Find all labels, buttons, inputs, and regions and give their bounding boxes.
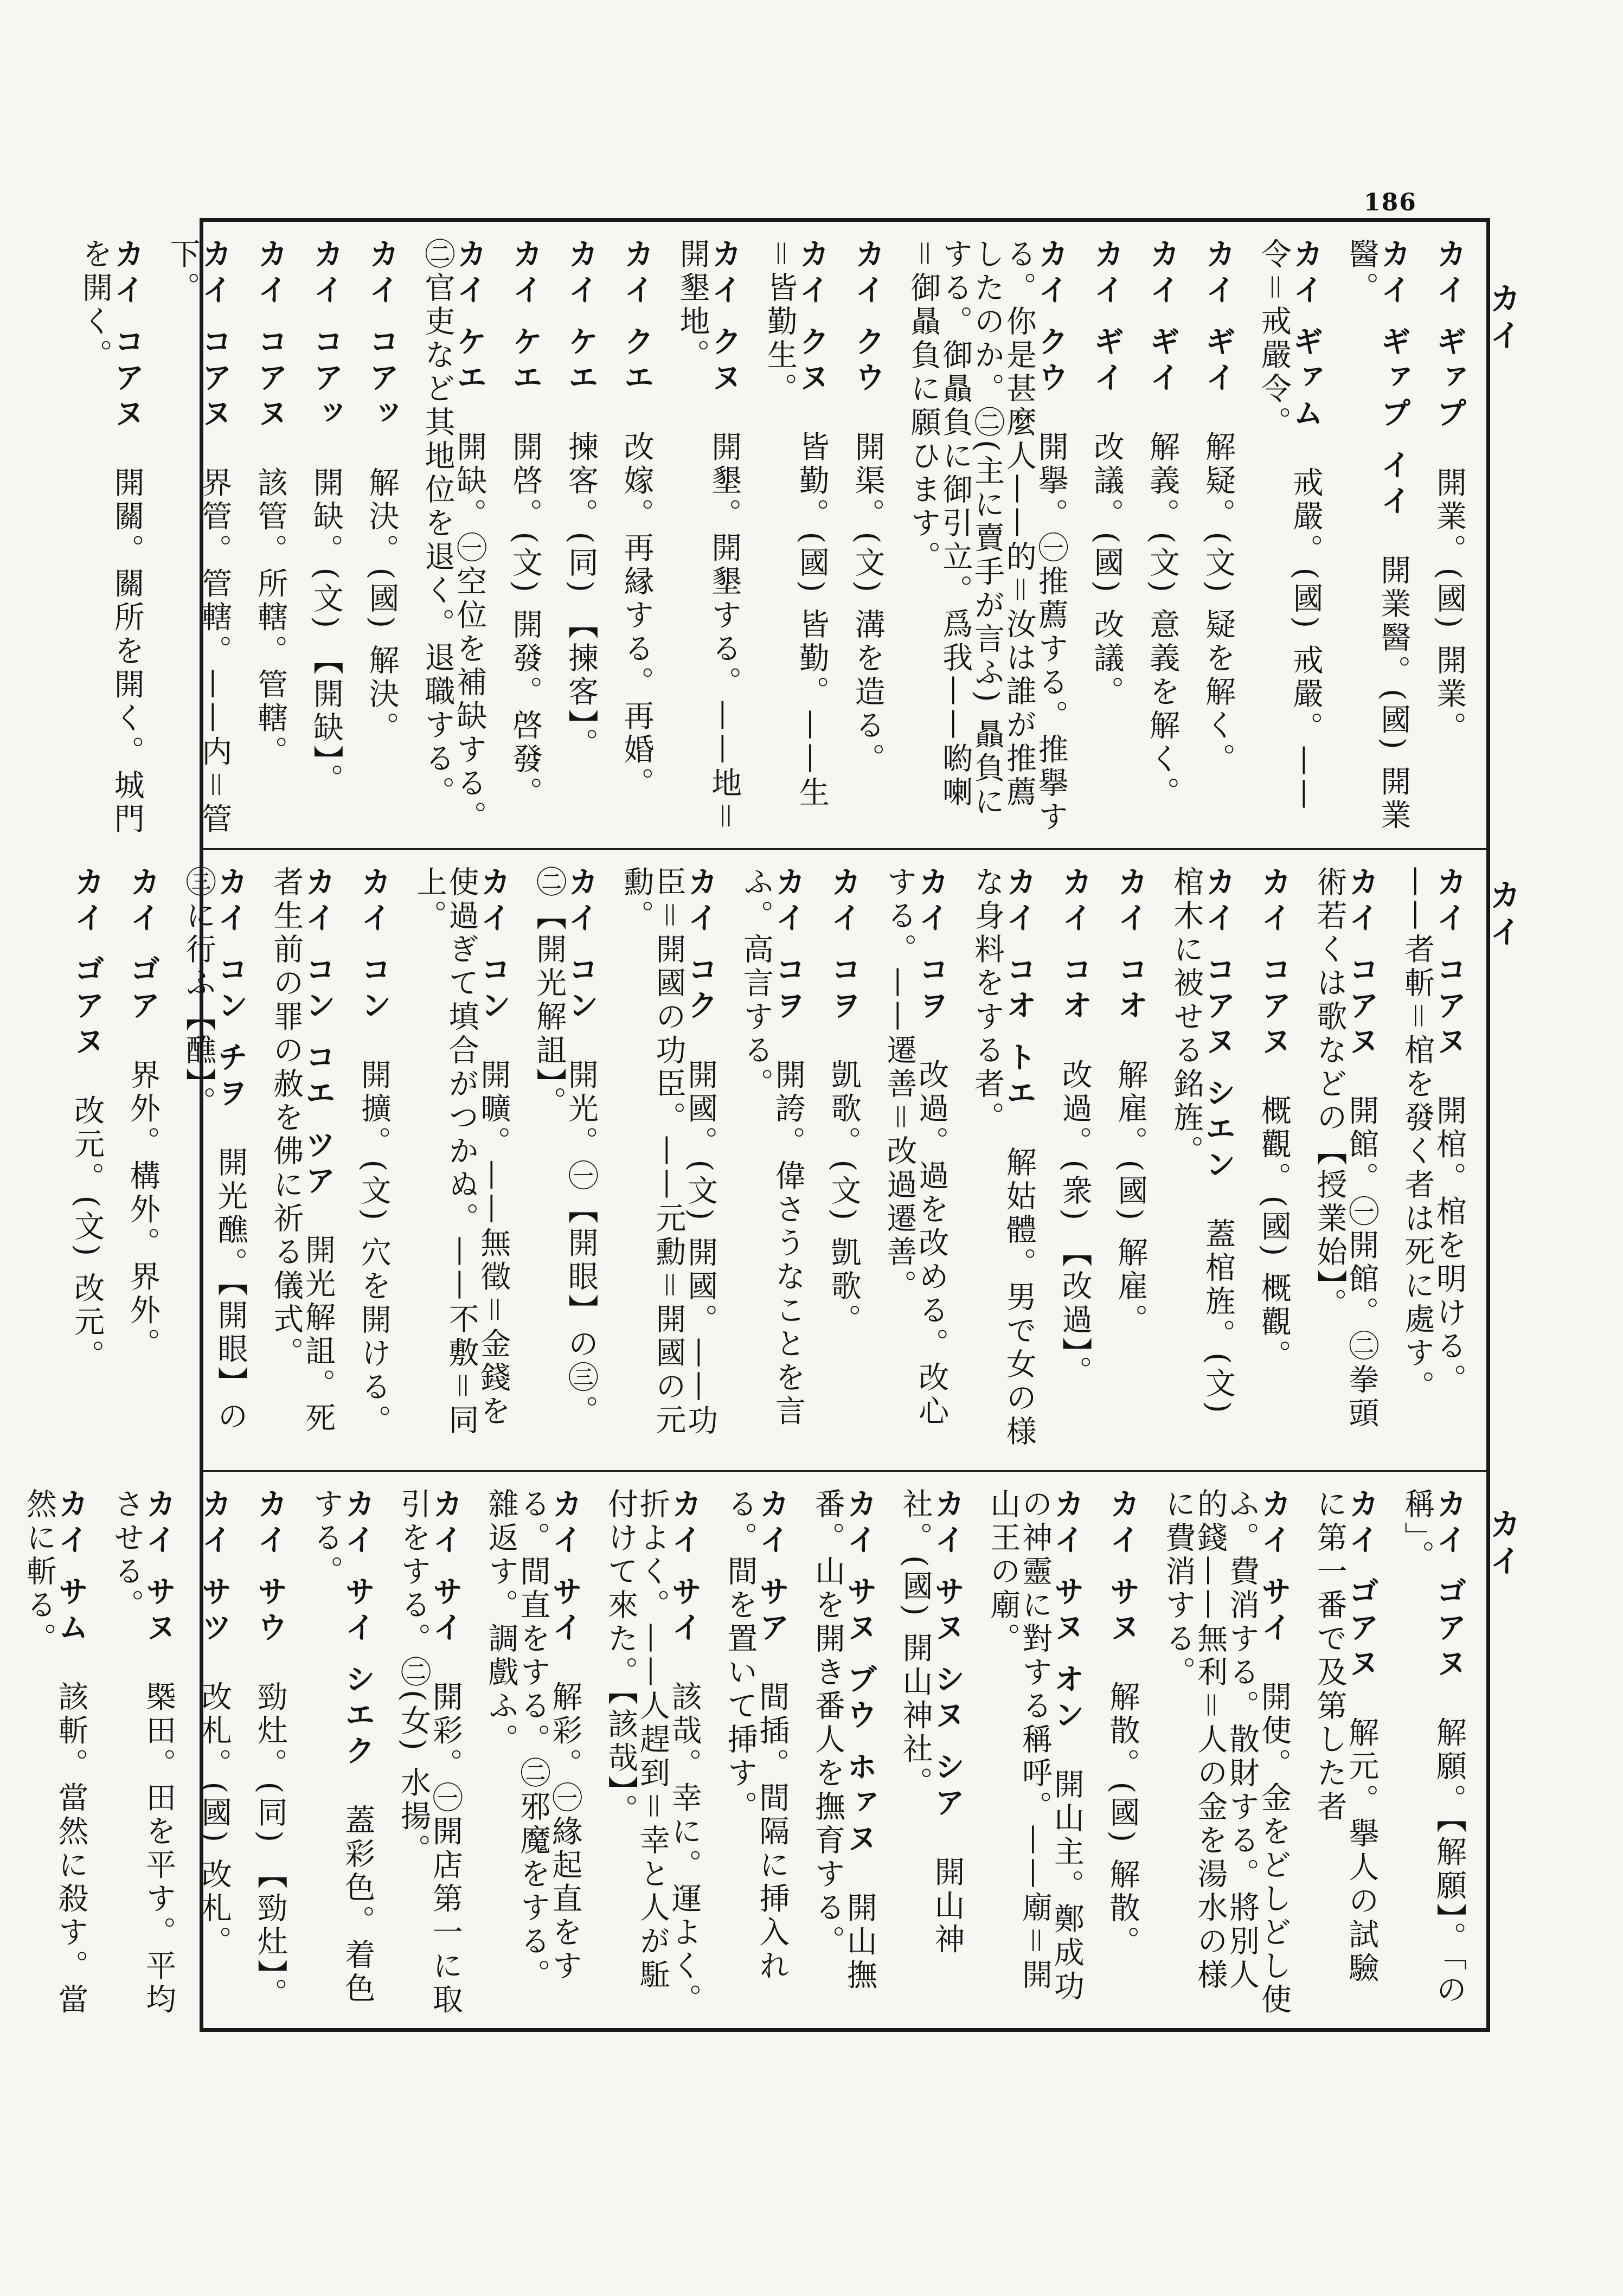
entry-definition: 解雇。(國) 解雇。 <box>1113 1059 1149 1337</box>
guide-word: カイ <box>1484 282 1521 356</box>
dictionary-entry <box>762 238 830 837</box>
entry-separator <box>1344 1061 1379 1095</box>
entry-reading: カイ サヌ ブウ ホァヌ <box>842 1488 877 1858</box>
entry-definition: 開曠。——無徵＝金錢を使過ぎて填合がつかぬ。——不敷＝同上。 <box>412 866 511 1438</box>
entry-separator <box>1105 1647 1140 1681</box>
entry-reading: カイ ゴア <box>125 866 161 1025</box>
entry-separator <box>1376 521 1411 554</box>
dictionary-entry <box>182 866 246 1461</box>
entry-separator <box>1034 397 1069 431</box>
dictionary-entry <box>811 1488 875 2019</box>
dictionary-entry <box>23 1488 87 2019</box>
entry-definition: 開棺。棺を明ける。——者斬＝棺を發く者は死に處す。 <box>1400 866 1467 1404</box>
entry-separator <box>771 1025 806 1059</box>
entry-separator <box>754 1647 790 1681</box>
dictionary-entry <box>985 1488 1085 2019</box>
dictionary-entry <box>1258 866 1290 1461</box>
entry-columns <box>21 1488 1467 2019</box>
entry-separator <box>1089 397 1124 431</box>
guide-word: カイ <box>1484 1508 1521 1581</box>
dictionary-entry <box>364 238 400 837</box>
entry-reading: カイ ケエ <box>452 238 487 397</box>
entry-separator <box>1432 433 1467 467</box>
entry-definition: 開山神社。(國) 開山神社。 <box>897 1488 965 1957</box>
dictionary-entry <box>740 866 804 1461</box>
entry-separator <box>563 397 599 431</box>
entry-separator <box>309 433 344 467</box>
entry-reading: カイ サツ <box>196 1488 232 1647</box>
dictionary-entry <box>1202 238 1234 837</box>
dictionary-entry <box>971 866 1035 1461</box>
entry-reading: カイ コアヌ <box>1432 866 1467 1061</box>
entry-reading: カイ クウ <box>850 238 886 397</box>
entry-definition: 界外。構外。界外。 <box>125 1059 161 1362</box>
entry-definition: 開館。㊀開館。㊁拳頭術若くは歌などの【授業始】。 <box>1312 866 1380 1431</box>
entry-reading: カイ サヌ シヌ シア <box>929 1488 965 1823</box>
entry-definition: 開光解詛。死者生前の罪の赦を佛に祈る儀式。 <box>268 866 336 1436</box>
entry-separator <box>197 433 232 467</box>
entry-definition: 該哉。幸に。運よく。折よく。——人趕到＝幸と人が駈付けて來た。【該哉】。 <box>603 1488 702 2017</box>
page-number: 186 <box>1364 189 1417 216</box>
entry-definition: 改札。(國) 改札。 <box>196 1681 232 1959</box>
entry-reading: カイ サヌ <box>141 1488 177 1647</box>
dictionary-entry <box>1258 238 1322 837</box>
entry-reading: カイ サヌ オン <box>1049 1488 1085 1735</box>
entry-definition: 解疑。(文) 疑を解く。 <box>1201 431 1236 777</box>
entry-definition: 改過。過を改める。改心する。——遷善＝改過遷善。 <box>882 866 950 1429</box>
entry-reading: カイ サイ <box>427 1488 463 1647</box>
dictionary-entry <box>899 1488 963 2019</box>
entry-separator <box>125 1025 161 1059</box>
entry-separator <box>428 1647 463 1681</box>
entry-reading: カイ サイ <box>547 1488 583 1647</box>
entry-separator <box>300 1201 336 1234</box>
entry-reading: カイ ギァプ <box>1432 238 1467 433</box>
entry-separator <box>929 1823 965 1856</box>
entry-definition: 改嫁。再縁する。再婚。 <box>619 431 655 801</box>
dictionary-page-frame <box>21 218 1490 2032</box>
dictionary-entry <box>850 238 886 837</box>
dictionary-entry <box>1312 1488 1380 2019</box>
entry-reading: カイ コアヌ <box>109 238 145 433</box>
entry-separator <box>683 1025 718 1059</box>
entry-separator <box>356 1025 392 1059</box>
entry-separator <box>1432 1683 1467 1717</box>
entry-definition: 解義。(文) 意義を解く。 <box>1145 431 1181 810</box>
entry-reading: カイ コン <box>563 866 599 1025</box>
entry-separator <box>452 397 487 431</box>
entry-separator <box>364 433 400 467</box>
dictionary-entry <box>310 238 342 837</box>
entry-reading: カイ コアヌ <box>253 238 288 433</box>
entry-separator <box>1057 1025 1093 1059</box>
entry-reading: カイ コン <box>476 866 511 1025</box>
entry-reading: カイ コアヌ <box>197 238 233 433</box>
dictionary-entry <box>563 238 599 837</box>
entry-separator <box>914 1025 949 1059</box>
entry-separator <box>69 1061 105 1095</box>
entry-separator <box>1432 1061 1467 1095</box>
entry-definition: 開光。㊀【開眼】の㊂。㊁【開光解詛】。 <box>531 866 599 1429</box>
entry-reading: カイ ギイ <box>1089 238 1125 397</box>
entry-separator <box>476 1025 511 1059</box>
dictionary-entry <box>356 866 392 1461</box>
entry-reading: カイ コン コエ ツア <box>300 866 336 1201</box>
guide-word: カイ <box>1484 878 1521 952</box>
entry-definition: 開業。(國) 開業。 <box>1432 466 1467 745</box>
entry-definition: 解散。(國) 解散。 <box>1105 1681 1140 1959</box>
dictionary-entry <box>1401 866 1465 1461</box>
dictionary-entry <box>509 238 541 837</box>
entry-reading <box>0 1488 1 1683</box>
entry-columns <box>69 866 1467 1461</box>
dictionary-entry <box>310 1488 374 2019</box>
dictionary-entry <box>1312 866 1380 1461</box>
dictionary-entry <box>483 1488 583 2019</box>
entry-definition: 蓋彩色。着色する。 <box>308 1488 376 2006</box>
dictionary-entry <box>907 238 1067 837</box>
entry-reading: カイ クエ <box>619 238 655 397</box>
entry-separator <box>340 1771 375 1804</box>
dictionary-entry <box>676 238 740 837</box>
entry-separator <box>850 397 886 431</box>
entry-definition: 解彩。㊀緣起直をする。間直をする。㊁邪魔をする。雜返す。調戲ふ。 <box>483 1488 583 1992</box>
dictionary-entry <box>1089 238 1125 837</box>
entry-definition: 該斬。當然に殺す。當然に斬る。 <box>21 1488 89 2017</box>
entry-reading: カイ サイ <box>666 1488 702 1647</box>
entry-separator <box>547 1647 582 1681</box>
entry-definition: 開誇。偉さうなことを言ふ。高言する。 <box>739 866 806 1429</box>
entry-definition: 改過。(衆) 【改過】。 <box>1057 1059 1093 1389</box>
entry-reading: カイ コヲ <box>770 866 806 1025</box>
band-top <box>77 222 1486 848</box>
entry-reading: カイ ギイ <box>1145 238 1181 397</box>
dictionary-entry <box>826 866 862 1461</box>
entry-separator <box>1113 1025 1148 1059</box>
entry-separator <box>1049 1735 1085 1768</box>
entry-separator <box>54 1647 89 1681</box>
entry-reading: カイ コアッ <box>308 238 344 433</box>
dictionary-entry <box>724 1488 788 2019</box>
entry-definition: 蓋棺旌。(文) 棺木に被せる銘旌。 <box>1169 866 1236 1416</box>
entry-definition: 皆勤。(國) 皆勤。——生＝皆勤生。 <box>762 238 830 810</box>
entry-definition: 勁灶。(同) 【勁灶】。 <box>252 1681 288 2011</box>
entry-separator <box>619 397 655 431</box>
dictionary-entry <box>1113 866 1149 1461</box>
entry-reading: カイ コアッ <box>364 238 400 433</box>
dictionary-entry <box>882 866 950 1461</box>
entry-definition: 開缺。(文) 【開缺】。 <box>308 466 344 797</box>
entry-separator <box>508 397 543 431</box>
dictionary-entry <box>1145 238 1181 837</box>
entry-separator <box>0 1683 1 1717</box>
entry-reading: カイ ゴアヌ <box>69 866 105 1061</box>
entry-reading: カイ ケエ <box>563 238 599 397</box>
dictionary-entry <box>397 1488 461 2019</box>
entry-separator <box>1256 1647 1292 1681</box>
band-bottom <box>21 1470 1486 2030</box>
entry-reading: カイ サウ <box>252 1488 288 1647</box>
entry-reading: カイ サイ シエク <box>340 1488 376 1771</box>
entry-definition: 開啓。(文) 開發。啓發。 <box>508 431 543 810</box>
entry-separator <box>1002 1113 1037 1146</box>
entry-definition: 戒嚴。(國) 戒嚴。——令＝戒嚴令。 <box>1256 238 1324 812</box>
dictionary-entry <box>604 1488 700 2019</box>
dictionary-entry <box>619 866 719 1461</box>
entry-reading: カイ コオ トエ <box>1001 866 1037 1113</box>
entry-separator <box>197 1647 232 1681</box>
entry-reading: カイ コヲ <box>914 866 950 1025</box>
entry-definition: 開光醮。【開眼】の㊂に行ふ【醮】。 <box>181 866 248 1434</box>
dictionary-entry <box>1344 238 1412 837</box>
entry-definition: 解決。(國) 解決。 <box>364 466 400 745</box>
entry-definition: 間插。間隔に挿入れる。間を置いて挿す。 <box>722 1488 790 1984</box>
entry-definition: 解願。【解願】。「の稱」。 <box>1400 1488 1467 2008</box>
entry-reading: カイ コアヌ <box>1344 866 1380 1061</box>
entry-definition: 開渠。(文) 溝を造る。 <box>850 431 886 777</box>
entry-definition: 開使。金をどしどし使ふ。費消する。散財する。將別人的錢——無利＝人の金を湯水の様に費消する。 <box>1160 1488 1292 2017</box>
dictionary-entry <box>79 238 143 837</box>
entry-reading: カイ コアヌ シエン <box>1201 866 1236 1184</box>
entry-definition: 界管。管轄。——内＝管下。 <box>165 238 233 837</box>
entry-reading: カイ クウ <box>1033 238 1069 397</box>
dictionary-entry <box>421 238 485 837</box>
entry-separator <box>826 1025 862 1059</box>
entry-definition: 開擧。㊀推薦する。推擧する。你是甚麼人——的＝汝は誰が推薦したのか。㊁(主に賣手が言ふ) 贔負にする。御贔負に御引立。爲我——喲喇＝御贔負に願ひます。 <box>906 238 1069 835</box>
entry-separator <box>213 1113 248 1146</box>
entry-definition: 解元。擧人の試驗に第一番で及第した者 <box>1312 1488 1380 1986</box>
entry-reading: カイ サア <box>754 1488 790 1647</box>
entry-separator <box>1256 1061 1292 1095</box>
entry-separator <box>563 1025 599 1059</box>
entry-reading: カイ サヌ <box>1105 1488 1140 1647</box>
dictionary-entry <box>619 238 655 837</box>
entry-reading: カイ ギァム <box>1288 238 1324 433</box>
entry-reading: カイ ケエ <box>508 238 543 397</box>
dictionary-entry <box>69 866 105 1461</box>
entry-separator <box>110 433 145 467</box>
dictionary-entry <box>531 866 599 1461</box>
entry-definition: 開擴。(文) 穴を開ける。 <box>356 1059 392 1438</box>
entry-reading: カイ コオ <box>1113 866 1149 1025</box>
entry-separator <box>842 1858 877 1892</box>
entry-reading: カイ ギァプ イイ <box>1376 238 1412 521</box>
entry-definition: 改元。(文) 改元。 <box>69 1094 105 1373</box>
entry-definition: 開缺。㊀空位を補缺する。㊁官吏など其地位を退く。退職する。 <box>420 238 487 835</box>
entry-reading: カイ コオ <box>1057 866 1093 1025</box>
entry-separator <box>667 1647 702 1681</box>
dictionary-entry <box>111 1488 175 2019</box>
entry-separator <box>794 397 830 431</box>
entry-reading: カイ サイ <box>1256 1488 1292 1647</box>
dictionary-entry <box>1433 238 1465 837</box>
entry-definition: 開關。關所を開く。城門を開く。 <box>77 238 145 837</box>
entry-reading: カイ コク <box>683 866 719 1025</box>
dictionary-entry <box>198 1488 230 2019</box>
entry-separator <box>1201 397 1236 431</box>
entry-separator <box>253 1647 288 1681</box>
entry-reading: カイ コン チヲ <box>213 866 248 1113</box>
entry-definition: 開山主。鄭成功の神靈に對する稱呼。——廟＝開山王の廟。 <box>985 1488 1085 2004</box>
entry-reading: カイ コン <box>356 866 392 1025</box>
entry-reading: カイ クヌ <box>794 238 830 397</box>
dictionary-entry <box>1162 1488 1290 2019</box>
entry-separator <box>707 397 742 431</box>
entry-definition: 開國。(文) 開國。——功臣＝開國の功臣。——元勳＝開國の元勳。 <box>619 866 719 1438</box>
entry-separator <box>253 433 288 467</box>
entry-definition: 開業醫。(國) 開業醫。 <box>1344 238 1412 833</box>
entry-definition: 凱歌。(文) 凱歌。 <box>826 1059 862 1337</box>
entry-definition: 揀客。(同) 【揀客】。 <box>563 431 599 761</box>
entry-definition: 開彩。㊀開店第一に取引をする。㊁(女) 水揚。 <box>396 1488 463 2017</box>
dictionary-entry <box>1401 1488 1465 2019</box>
entry-definition: 槩田。田を平す。平均させる。 <box>109 1488 177 2017</box>
entry-reading: カイ サム <box>53 1488 89 1647</box>
entry-reading: カイ コアヌ <box>1256 866 1292 1061</box>
dictionary-entry <box>268 866 336 1461</box>
dictionary-entry <box>413 866 509 1461</box>
entry-columns <box>77 238 1467 837</box>
dictionary-entry <box>125 866 161 1461</box>
dictionary-entry <box>165 238 233 837</box>
entry-reading: カイ コヲ <box>826 866 862 1025</box>
entry-separator <box>141 1647 176 1681</box>
entry-definition: 解姑體。男で女の様な身料をする者。 <box>970 866 1037 1449</box>
dictionary-entry <box>1106 1488 1138 2019</box>
dictionary-entry <box>1057 866 1093 1461</box>
entry-definition: 該管。所轄。管轄。 <box>253 466 288 769</box>
entry-reading: カイ クヌ <box>707 238 742 397</box>
entry-definition: 概觀。(國) 概觀。 <box>1256 1094 1292 1373</box>
entry-reading: カイ ゴアヌ <box>1344 1488 1380 1683</box>
entry-separator <box>1201 1184 1236 1218</box>
entry-reading: カイ ギイ <box>1201 238 1236 397</box>
dictionary-entry <box>254 1488 286 2019</box>
entry-definition: 開山撫番。山を開き番人を撫育する。 <box>810 1488 877 1993</box>
dictionary-entry <box>1170 866 1234 1461</box>
entry-definition: 改議。(國) 改議。 <box>1089 431 1125 709</box>
entry-separator <box>1288 433 1324 467</box>
entry-separator <box>1145 397 1180 431</box>
band-middle <box>69 848 1486 1472</box>
dictionary-entry <box>254 238 286 837</box>
entry-definition: 開墾。開墾する。——地＝開墾地。 <box>675 238 742 835</box>
entry-separator <box>1344 1683 1379 1717</box>
entry-reading: カイ ゴアヌ <box>1432 1488 1467 1683</box>
